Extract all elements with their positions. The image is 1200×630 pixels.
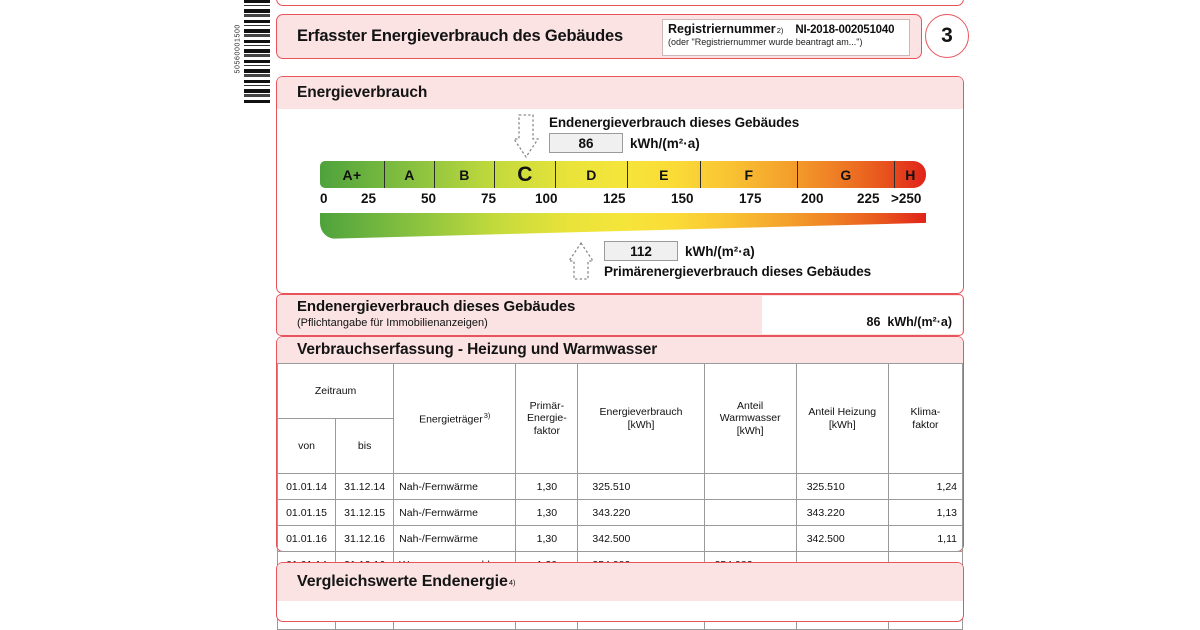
final-energy-value: 86 — [549, 133, 623, 153]
registration-number-line — [668, 22, 904, 36]
consumption-record-header — [277, 337, 963, 363]
registration-number-superscript: 2) — [776, 26, 784, 35]
primary-energy-value: 112 — [604, 241, 678, 261]
col-header-primaerfaktor-l3: faktor — [533, 424, 560, 437]
col-header-anteil-heizung — [796, 364, 888, 474]
barcode-area — [216, 0, 276, 105]
cell-bis: 31.12.15 — [336, 500, 394, 526]
scale-band-d — [556, 161, 628, 188]
scale-tick: 125 — [603, 191, 626, 206]
scale-band-c — [495, 161, 556, 188]
comparison-values-superscript: 4) — [508, 577, 516, 587]
cell-von: 01.01.16 — [278, 526, 336, 552]
table-header-row-1 — [278, 364, 963, 419]
cell-energietraeger: Nah-/Fernwärme — [394, 500, 516, 526]
cell-energieverbrauch: 325.510 — [578, 474, 704, 500]
col-header-anteil-ww-l1: Anteil — [737, 400, 764, 413]
col-header-anteil-ww-l3: [kWh] — [736, 424, 764, 437]
energy-scale-bar — [320, 161, 926, 188]
col-header-primaerfaktor — [516, 364, 578, 474]
col-header-anteil-heizung-l2: [kWh] — [828, 418, 856, 431]
scale-band-label: C — [517, 162, 533, 186]
cell-anteil-heizung: 325.510 — [796, 474, 888, 500]
scale-band-a-plus — [320, 161, 385, 188]
final-energy-value-row — [549, 133, 799, 153]
scale-band-label: A+ — [342, 166, 362, 183]
scale-band-label: E — [659, 166, 669, 183]
scale-band-label: D — [586, 166, 597, 183]
cell-primaerfaktor: 1,30 — [516, 526, 578, 552]
final-energy-unit: kWh/(m²·a) — [630, 135, 700, 151]
col-header-bis: bis — [336, 419, 394, 474]
barcode-number: 50560001500 — [234, 24, 242, 74]
scale-band-e — [628, 161, 701, 188]
cell-anteil-warmwasser — [704, 526, 796, 552]
final-energy-annotation — [512, 115, 799, 159]
table-row — [278, 500, 963, 526]
scale-band-f — [701, 161, 798, 188]
primary-energy-unit: kWh/(m²·a) — [685, 243, 755, 259]
section-3-header-panel — [276, 14, 922, 59]
col-header-klimafaktor — [888, 364, 962, 474]
energy-efficiency-scale — [320, 161, 926, 241]
scale-tick: 100 — [535, 191, 558, 206]
col-header-anteil-heizung-l1: Anteil Heizung — [808, 406, 877, 419]
col-header-anteil-ww-l2: Warmwasser — [719, 412, 781, 425]
col-header-energieverbrauch-l1: Energieverbrauch — [599, 406, 683, 419]
scale-band-a — [385, 161, 435, 188]
section-3-title: Erfasster Energieverbrauch des Gebäudes — [297, 27, 624, 45]
scale-band-label: H — [905, 166, 916, 183]
col-header-klimafaktor-l1: Klima- — [910, 406, 941, 419]
primary-energy-annotation — [567, 241, 871, 281]
scale-tick: 25 — [361, 191, 377, 206]
registration-number-box[interactable] — [662, 19, 910, 56]
energy-consumption-panel — [276, 76, 964, 294]
col-header-primaerfaktor-l2: Energie- — [527, 412, 567, 425]
energy-scale-ticks — [320, 191, 926, 210]
col-header-energietraeger-superscript: 3) — [483, 410, 491, 420]
col-header-von: von — [278, 419, 336, 474]
scale-band-label: B — [459, 166, 470, 183]
final-energy-strip-unit: kWh/(m²·a) — [887, 315, 952, 329]
scale-tick: 50 — [421, 191, 437, 206]
table-row — [278, 474, 963, 500]
cell-primaerfaktor: 1,30 — [516, 474, 578, 500]
final-energy-annotation-text — [549, 115, 799, 153]
col-header-klimafaktor-l2: faktor — [912, 418, 939, 431]
registration-number-value: NI-2018-002051040 — [795, 24, 895, 36]
scale-tick: 75 — [481, 191, 497, 206]
cell-bis: 31.12.16 — [336, 526, 394, 552]
consumption-record-panel — [276, 336, 964, 552]
cell-energietraeger: Nah-/Fernwärme — [394, 474, 516, 500]
cell-primaerfaktor: 1,30 — [516, 500, 578, 526]
final-energy-strip-value-box — [762, 296, 962, 334]
col-header-energieverbrauch-l2: [kWh] — [627, 418, 655, 431]
scale-tick: 0 — [320, 191, 328, 206]
primary-energy-value-row — [604, 241, 871, 261]
comparison-values-header — [277, 563, 963, 601]
consumption-table-head — [278, 364, 963, 474]
registration-number-note: (oder "Registriernummer wurde beantragt am...") — [668, 37, 863, 47]
scale-band-label: A — [404, 166, 415, 183]
energy-consumption-header — [277, 77, 963, 109]
col-header-energietraeger-label: Energieträger — [419, 413, 483, 426]
final-energy-strip-subtitle: (Pflichtangabe für Immobilienanzeigen) — [297, 317, 488, 329]
cell-energietraeger: Nah-/Fernwärme — [394, 526, 516, 552]
cell-von: 01.01.15 — [278, 500, 336, 526]
col-header-primaerfaktor-l1: Primär- — [529, 400, 565, 413]
col-header-zeitraum: Zeitraum — [278, 364, 394, 419]
table-row — [278, 526, 963, 552]
primary-energy-label: Primärenergieverbrauch dieses Gebäudes — [604, 264, 872, 279]
step-number-badge: 3 — [925, 14, 969, 58]
col-header-energietraeger — [394, 364, 516, 474]
cell-anteil-heizung: 343.220 — [796, 500, 888, 526]
cell-bis: 31.12.14 — [336, 474, 394, 500]
final-energy-strip-title: Endenergieverbrauch dieses Gebäudes — [297, 298, 576, 315]
clipped-legal-reference-panel — [276, 0, 964, 6]
comparison-values-title: Vergleichswerte Endenergie — [297, 573, 508, 590]
scale-band-label: F — [744, 166, 754, 183]
registration-number-label: Registriernummer — [668, 22, 776, 36]
scale-tick: 225 — [857, 191, 880, 206]
cell-anteil-warmwasser — [704, 474, 796, 500]
scale-tick: 175 — [739, 191, 762, 206]
scale-band-label: G — [840, 166, 852, 183]
final-energy-mandatory-strip — [276, 294, 964, 336]
cell-klimafaktor: 1,13 — [888, 500, 962, 526]
energy-scale-gradient-tail — [320, 213, 926, 239]
cell-klimafaktor: 1,11 — [888, 526, 962, 552]
col-header-energieverbrauch — [578, 364, 704, 474]
scale-band-b — [435, 161, 495, 188]
energy-consumption-title: Energieverbrauch — [297, 84, 428, 101]
scale-tick: >250 — [891, 191, 922, 206]
final-energy-strip-value: 86 — [866, 315, 881, 329]
cell-anteil-heizung: 342.500 — [796, 526, 888, 552]
scale-tick: 200 — [801, 191, 824, 206]
scale-tick: 150 — [671, 191, 694, 206]
comparison-values-panel — [276, 562, 964, 622]
consumption-record-title: Verbrauchserfassung - Heizung und Warmwasser — [297, 341, 658, 358]
cell-energieverbrauch: 342.500 — [578, 526, 704, 552]
primary-energy-annotation-text — [604, 241, 871, 279]
arrow-down-icon — [512, 113, 540, 159]
cell-anteil-warmwasser — [704, 500, 796, 526]
arrow-up-icon — [567, 241, 595, 281]
cell-energieverbrauch: 343.220 — [578, 500, 704, 526]
barcode-bars — [244, 0, 270, 105]
cell-von: 01.01.14 — [278, 474, 336, 500]
scale-band-g — [798, 161, 895, 188]
final-energy-label: Endenergieverbrauch dieses Gebäudes — [549, 115, 800, 130]
cell-klimafaktor: 1,24 — [888, 474, 962, 500]
col-header-anteil-warmwasser — [704, 364, 796, 474]
scale-band-h — [895, 161, 926, 188]
